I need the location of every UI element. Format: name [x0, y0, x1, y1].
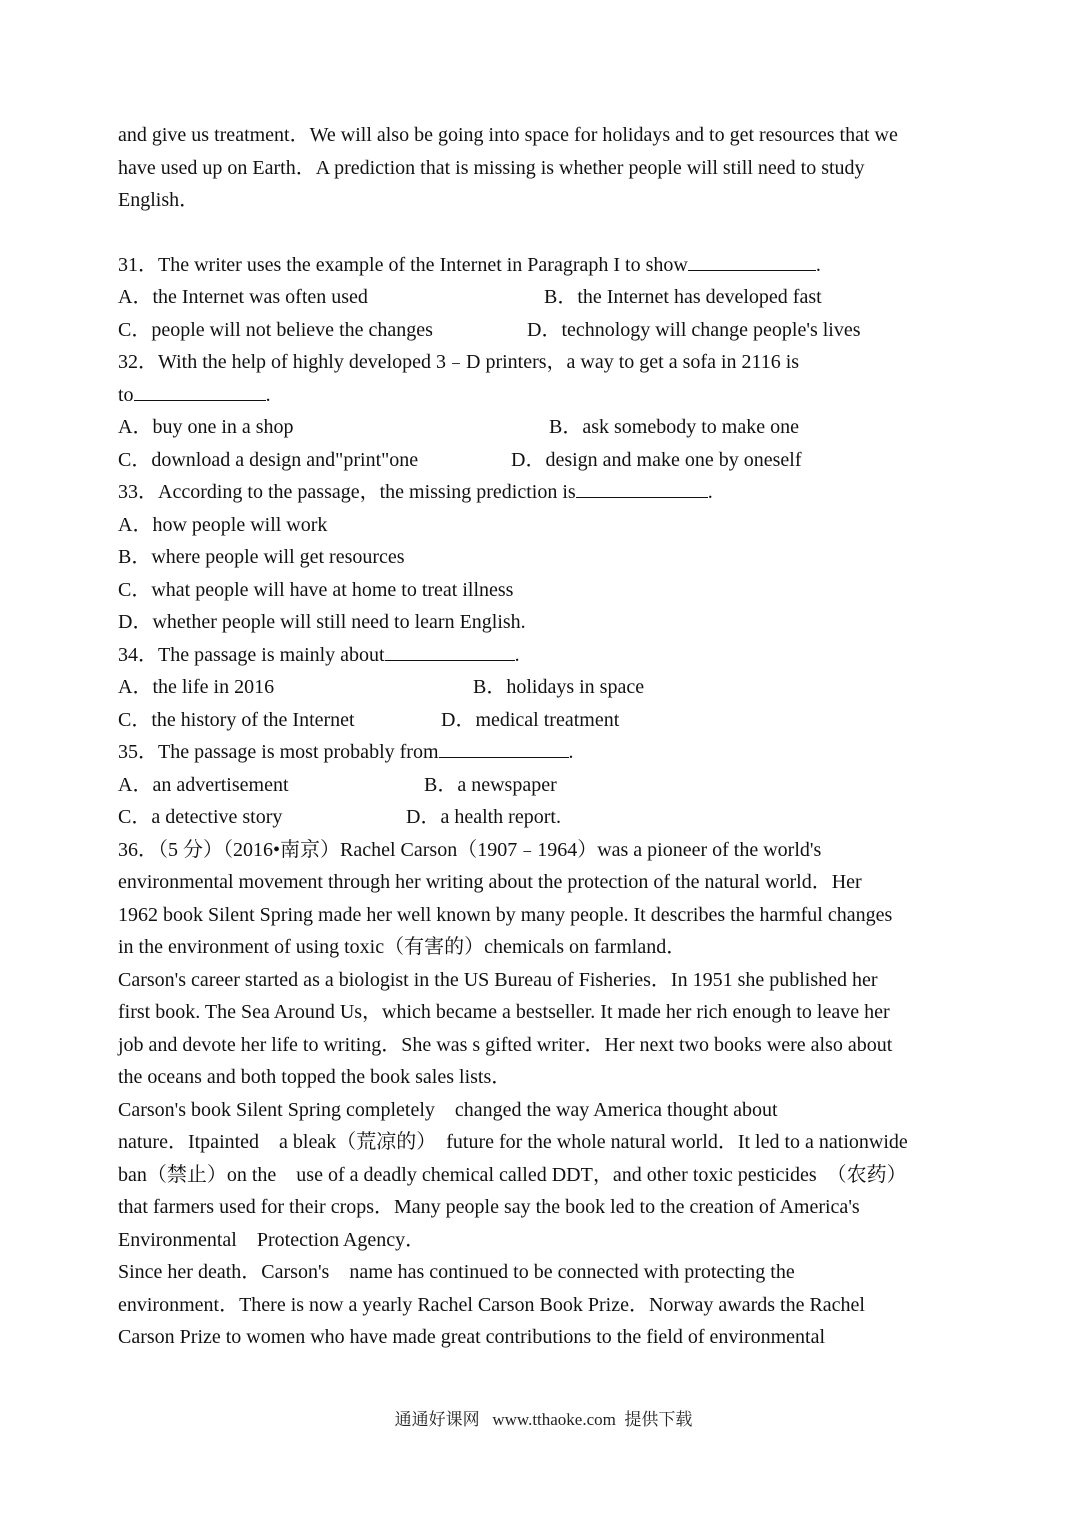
question-32 — [118, 346, 978, 379]
option-d: D．technology will change people's lives — [527, 318, 861, 341]
option-b: B．holidays in space — [473, 676, 645, 698]
question-33: 33．According to the passage，the missing prediction is . — [118, 476, 978, 509]
text-line: and give us treatment．We will also be going into space for holidays and to get resources that we — [118, 124, 898, 146]
passage-36 — [118, 834, 978, 1354]
question-stem: 31．The writer uses the example of the Internet in Paragraph I to show — [118, 253, 688, 276]
text-line: Carson's book Silent Spring completely changed the way America thought about — [118, 1098, 778, 1121]
option-d: D．medical treatment — [441, 708, 620, 731]
text-line: have used up on Earth．A prediction that is missing is whether people will still need to study — [118, 156, 865, 179]
text-line: the oceans and both topped the book sales lists． — [118, 1066, 512, 1088]
option-row — [118, 769, 978, 802]
option-b: B．ask somebody to make one — [549, 416, 799, 438]
option-row — [118, 444, 978, 477]
question-stem: 33．According to the passage，the missing prediction is — [118, 481, 576, 503]
text-line: first book. The Sea Around Us，which became a bestseller. It made her rich enough to leave her — [118, 1001, 890, 1023]
text-line: that farmers used for their crops．Many people say the book led to the creation of America's — [118, 1196, 860, 1218]
option-row — [118, 671, 978, 704]
answer-blank — [385, 640, 515, 661]
option-row — [118, 411, 978, 444]
option-a: A．the life in 2016 — [118, 676, 275, 698]
page-footer: 通通好课网 www.tthaoke.com 提供下载 — [394, 1410, 693, 1429]
text-line: job and devote her life to writing．She was s gifted writer．Her next two books were also about — [118, 1033, 893, 1056]
text-line: ban（禁止）on the use of a deadly chemical called DDT，and other toxic pesticides （农药） — [118, 1163, 907, 1186]
text-line: English． — [118, 189, 200, 211]
answer-blank — [576, 477, 708, 498]
text-line: Carson's career started as a biologist in the US Bureau of Fisheries．In 1951 she published her — [118, 968, 878, 991]
option-d: D．a health report. — [406, 806, 561, 828]
option-c: C．what people will have at home to treat illness — [118, 578, 514, 601]
option-a: A．buy one in a shop — [118, 416, 294, 438]
answer-blank — [439, 737, 569, 758]
question-stem: 32．With the help of highly developed 3﹣D printers，a way to get a sofa in 2116 is — [118, 351, 800, 373]
option-c: C．a detective story — [118, 806, 283, 828]
answer-blank — [134, 380, 266, 401]
option-a: A．the Internet was often used — [118, 286, 368, 308]
answer-blank — [688, 250, 816, 271]
question-31: 31．The writer uses the example of the Internet in Paragraph I to show . — [118, 249, 978, 282]
question-35: 35．The passage is most probably from . — [118, 736, 978, 769]
option-d: D．design and make one by oneself — [511, 448, 802, 471]
option-b: B．a newspaper — [424, 773, 557, 796]
option-a: A．how people will work — [118, 513, 328, 536]
text-line: in the environment of using toxic（有害的）chemicals on farmland． — [118, 936, 687, 958]
question-34: 34．The passage is mainly about . — [118, 639, 978, 672]
option-b: B．the Internet has developed fast — [544, 286, 822, 308]
option-c: C．the history of the Internet — [118, 708, 355, 731]
question-stem: 34．The passage is mainly about — [118, 643, 385, 666]
text-line: Environmental Protection Agency． — [118, 1228, 426, 1251]
text-line: 36．（5 分）（2016•南京）Rachel Carson（1907﹣1964）was a pioneer of the world's — [118, 838, 822, 861]
text-line: 1962 book Silent Spring made her well known by many people. It describes the harmful changes — [118, 903, 893, 926]
text-line: environmental movement through her writing about the protection of the natural world．Her — [118, 871, 862, 893]
option-row — [118, 314, 978, 347]
text-line: Carson Prize to women who have made great contributions to the field of environmental — [118, 1326, 826, 1348]
option-b: B．where people will get resources — [118, 546, 405, 568]
option-a: A．an advertisement — [118, 773, 289, 796]
option-c: C．people will not believe the changes — [118, 318, 433, 341]
option-d: D．whether people will still need to learn English. — [118, 611, 526, 633]
text-line: nature．Itpainted a bleak（荒凉的） future for the whole natural world．It led to a nationwide — [118, 1131, 908, 1153]
text-line: environment．There is now a yearly Rachel Carson Book Prize．Norway awards the Rachel — [118, 1293, 865, 1316]
text-line: Since her death．Carson's name has continued to be connected with protecting the — [118, 1261, 795, 1283]
option-row — [118, 801, 978, 834]
option-c: C．download a design and"print"one — [118, 448, 419, 471]
question-stem: 35．The passage is most probably from — [118, 741, 439, 763]
option-row — [118, 704, 978, 737]
option-row — [118, 281, 978, 314]
document-body: and give us treatment．We will also be going into space for holidays and to get resources that we have used up on Earth．A prediction that is missing is whether people will still need to study English． 31．The writer uses the example of the Internet in Paragraph I to show . A．the Internet was often used B．the Internet has developed fast C．people will not believe the changes D．technology will change people's lives 32．With the help of highly developed 3﹣D printers，a way to get a sofa in 2116 is to . A．buy one in a shop B．ask somebody to make one C．download a design and"print"one D．design and make one by oneself 33．According to the passage，the missing prediction is . A．how people will work B．where people will get resources C．what people will have at home to treat illness D．whether people will still need to learn English. 34．The passage is mainly about . A．the life in 2016 B．holidays in space C．the history of the Internet D．medical treatment 35．The passage is most probably from . A．an advertisement B．a newspaper C．a detective story D．a health report. 36．（5 分）（2016•南京）Rachel Carson（1907﹣1964）was a pioneer of the world's environmental movement through her writing about the protection of the natural world．Her 1962 book Silent Spring made her well known by many people. It describes the harmful changes in the environment of using toxic（有害的）chemicals on farmland． Carson's career started as a biologist in the US Bureau of Fisheries．In 1951 she published her first book. The Sea Around Us，which became a bestseller. It made her rich enough to leave her job and devote her life to writing．She was s gifted writer．Her next two books were also about the oceans and both topped the book sales lists． Carson's book Silent Spring completely changed the way America thought about nature．Itpainted a bleak（荒凉的） future for the whole natural world．It led to a nationwide ban（禁止）on the use of a deadly chemical called DDT，and other toxic pesticides （农药） that farmers used for their crops．Many people say the book led to the creation of America's Environmental Protection Agency． Since her death．Carson's name has continued to be connected with protecting the environment．There is now a yearly Rachel Carson Book Prize．Norway awards the Rachel Carson Prize to women who have made great contributions to the field of environmental — [118, 119, 978, 1354]
